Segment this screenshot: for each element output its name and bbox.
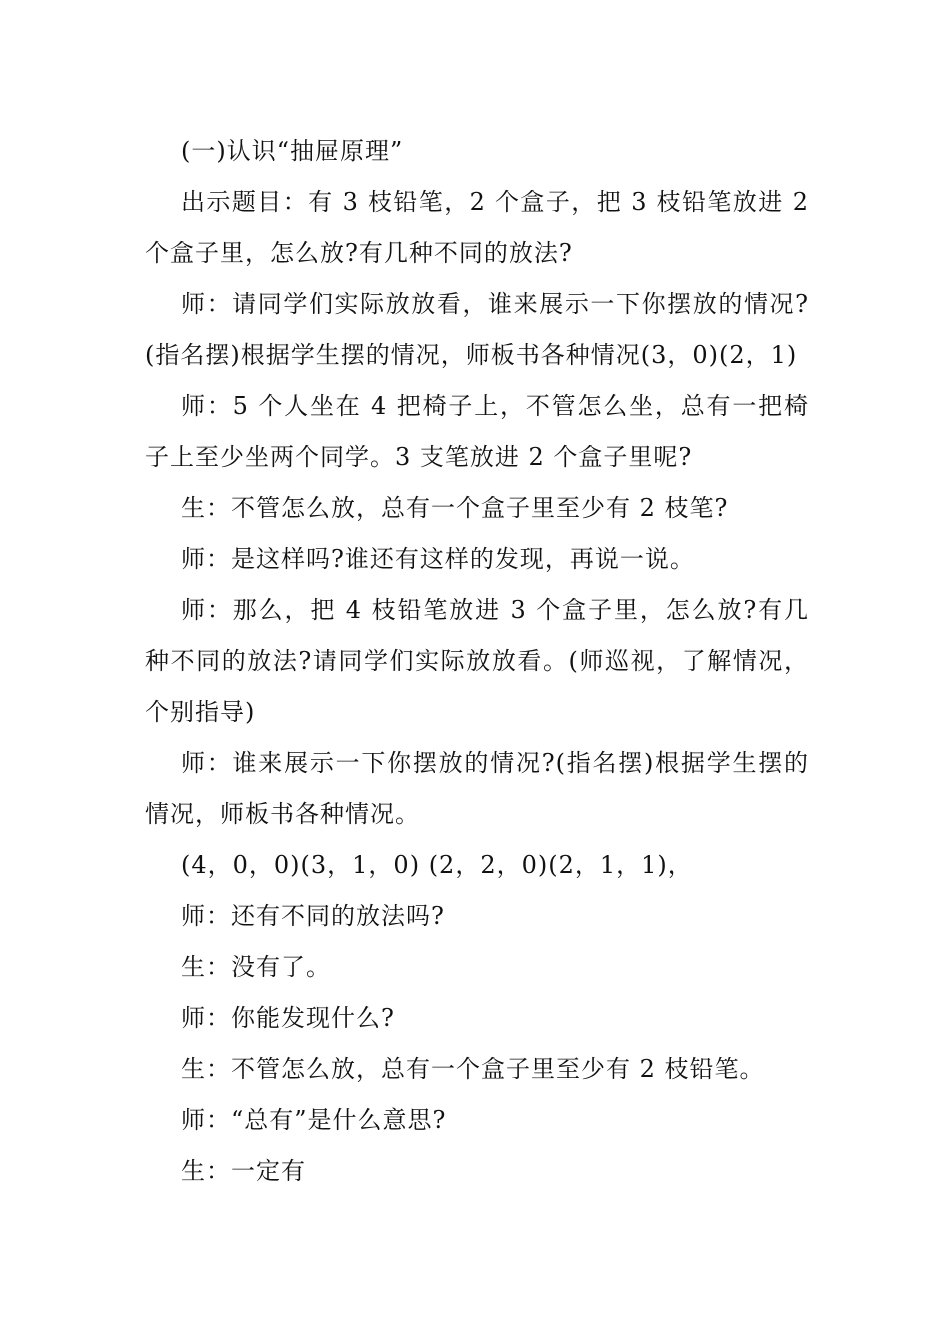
paragraph: 师：是这样吗?谁还有这样的发现，再说一说。	[181, 545, 695, 573]
paragraph: 生：不管怎么放，总有一个盒子里至少有 2 枝笔?	[181, 494, 729, 522]
paragraph: 师：5 个人坐在 4 把椅子上，不管怎么坐，总有一把椅子上至少坐两个同学。3 支笔放进 2 个盒子里呢?	[145, 392, 809, 471]
paragraph: 师：还有不同的放法吗?	[181, 902, 445, 930]
paragraph: 师：你能发现什么?	[181, 1004, 395, 1032]
paragraph: 师：请同学们实际放放看，谁来展示一下你摆放的情况?(指名摆)根据学生摆的情况，师板书各种情况(3，0)(2，1)	[145, 290, 809, 369]
paragraph: 生：没有了。	[181, 953, 331, 981]
paragraph: 师：“总有”是什么意思?	[181, 1106, 447, 1134]
paragraph: 师：那么，把 4 枝铅笔放进 3 个盒子里，怎么放?有几种不同的放法?请同学们实际放放看。(师巡视，了解情况，个别指导)	[145, 596, 809, 726]
paragraph: 出示题目：有 3 枝铅笔，2 个盒子，把 3 枝铅笔放进 2 个盒子里，怎么放?有几种不同的放法?	[145, 188, 809, 267]
document-body	[145, 126, 809, 1197]
paragraph: 生：不管怎么放，总有一个盒子里至少有 2 枝铅笔。	[181, 1055, 765, 1083]
paragraph: 生：一定有	[181, 1157, 306, 1185]
paragraph: 师：谁来展示一下你摆放的情况?(指名摆)根据学生摆的情况，师板书各种情况。	[145, 749, 809, 828]
paragraph: (4，0，0)(3，1，0) (2，2，0)(2，1，1)，	[181, 851, 693, 879]
section-heading: (一)认识“抽屉原理”	[181, 137, 404, 165]
